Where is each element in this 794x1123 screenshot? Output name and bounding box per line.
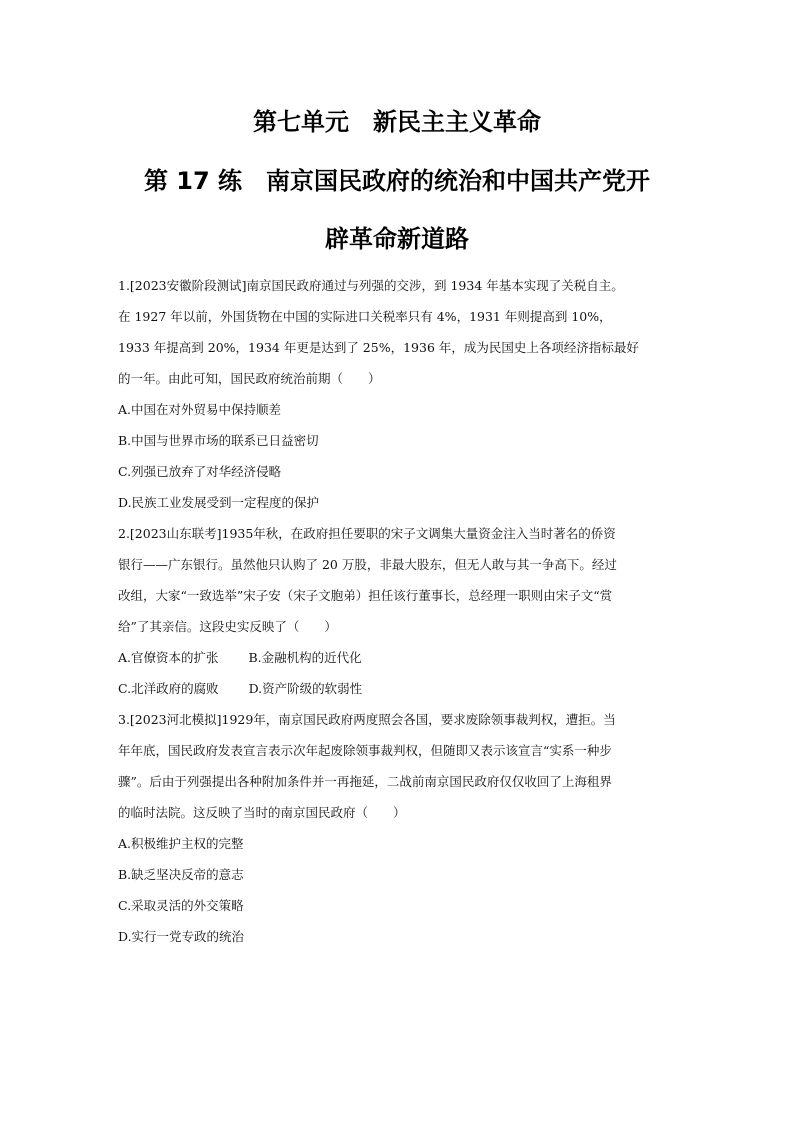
lesson-title-line-2: 辟革命新道路 [325, 225, 469, 253]
question-2-options [118, 642, 678, 704]
option-c: C.列强已放弃了对华经济侵略 [118, 464, 282, 479]
unit-title: 第七单元 新民主主义革命 [253, 108, 541, 136]
question-3-stem [118, 704, 678, 828]
question-1 [118, 270, 678, 518]
question-3-options [118, 828, 678, 952]
question-2-stem [118, 518, 678, 642]
stem-line: 在 1927 年以前，外国货物在中国的实际进口关税率只有 4%，1931 年则提高到 10%， [118, 309, 612, 324]
option-c: C.北洋政府的腐败 [118, 681, 219, 696]
option-row [118, 642, 678, 673]
option-a: A.中国在对外贸易中保持顺差 [118, 402, 282, 417]
option-row [118, 673, 678, 704]
stem-line: 改组，大家“一致选举”宋子安（宋子文胞弟）担任该行董事长，总经理一职则由宋子文“赏 [118, 588, 613, 603]
option-a: A.官僚资本的扩张 [118, 650, 219, 665]
option-d: D.资产阶级的软弱性 [248, 681, 363, 696]
stem-line: 2.[2023山东联考]1935年秋，在政府担任要职的宋子文调集大量资金注入当时著名的侨资 [118, 526, 616, 541]
option-b: B.缺乏坚决反帝的意志 [118, 867, 244, 882]
option-c: C.采取灵活的外交策略 [118, 898, 244, 913]
option-a: A.积极维护主权的完整 [118, 836, 244, 851]
question-1-stem [118, 270, 678, 394]
stem-line: 的一年。由此可知，国民政府统治前期（ ） [118, 371, 381, 386]
stem-line: 1.[2023安徽阶段测试]南京国民政府通过与列强的交涉，到 1934 年基本实现了关税自主。 [118, 278, 624, 293]
lesson-title-line-1: 第 17 练 南京国民政府的统治和中国共产党开 [143, 167, 651, 195]
stem-line: 3.[2023河北模拟]1929年，南京国民政府两度照会各国，要求废除领事裁判权，遭拒。当 [118, 712, 616, 727]
stem-line: 1933 年提高到 20%，1934 年更是达到了 25%，1936 年，成为民国史上各项经济指标最好 [118, 340, 639, 355]
option-b: B.金融机构的近代化 [248, 650, 362, 665]
stem-line: 的临时法院。这反映了当时的南京国民政府（ ） [118, 805, 406, 820]
stem-line: 给”了其亲信。这段史实反映了（ ） [118, 619, 337, 634]
option-d: D.实行一党专政的统治 [118, 929, 245, 944]
question-2 [118, 518, 678, 704]
question-3 [118, 704, 678, 952]
option-d: D.民族工业发展受到一定程度的保护 [118, 495, 320, 510]
stem-line: 骤”。后由于列强提出各种附加条件并一再拖延，二战前南京国民政府仅仅收回了上海租界 [118, 774, 612, 789]
option-b: B.中国与世界市场的联系已日益密切 [118, 433, 319, 448]
question-1-options [118, 394, 678, 518]
stem-line: 银行——广东银行。虽然他只认购了 20 万股，非最大股东，但无人敢与其一争高下。经过 [118, 557, 617, 572]
question-list [118, 270, 678, 952]
stem-line: 年年底，国民政府发表宣言表示次年起废除领事裁判权，但随即又表示该宣言“实系一种步 [118, 743, 612, 758]
